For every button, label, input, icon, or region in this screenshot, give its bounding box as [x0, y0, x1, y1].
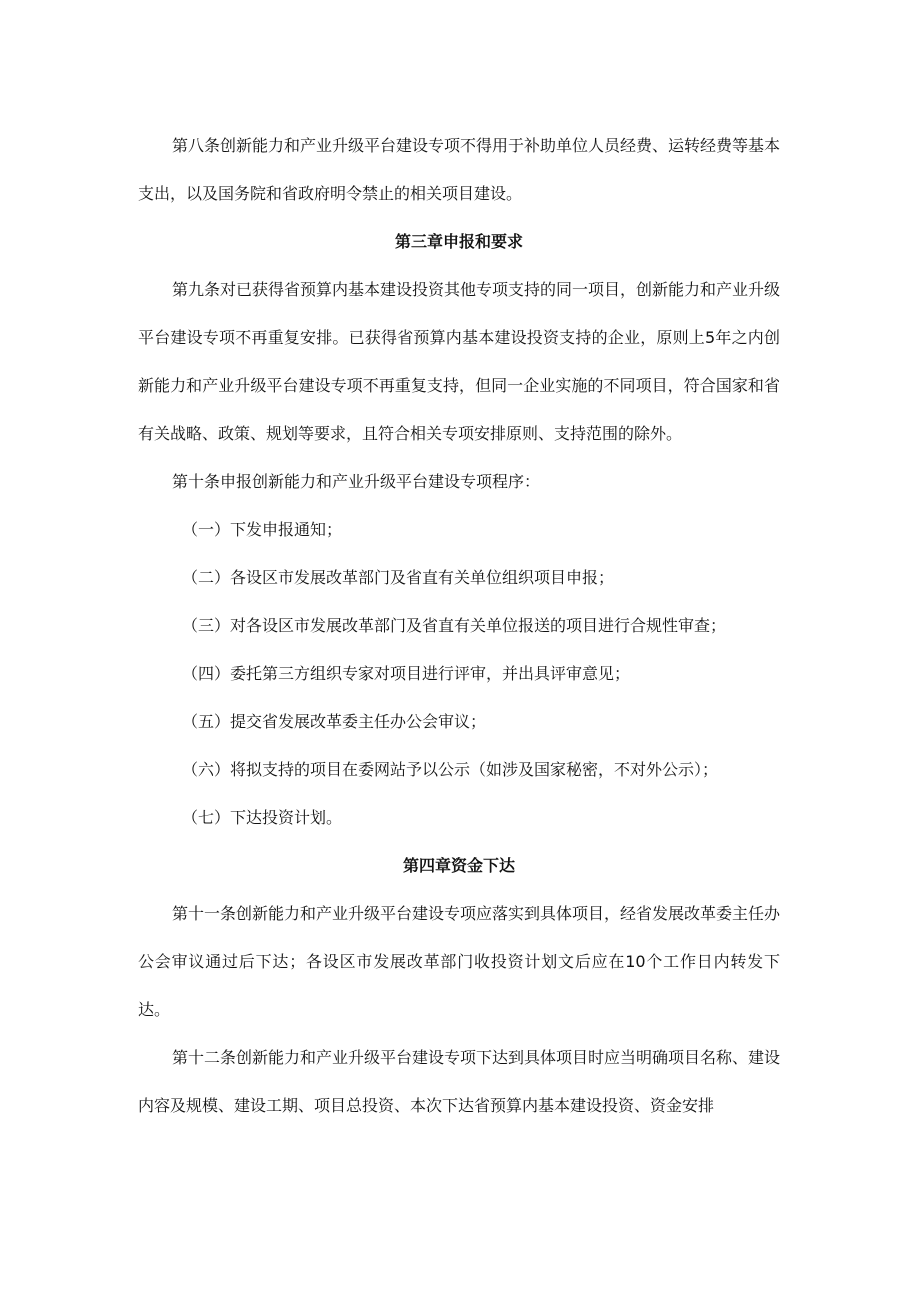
procedure-step-5: （五）提交省发展改革委主任办公会审议； [182, 712, 487, 731]
procedure-step-1: （一）下发申报通知； [182, 520, 343, 539]
article-9-paragraph: 第九条对已获得省预算内基本建设投资其他专项支持的同一项目，创新能力和产业升级平台建设专项不再重复安排。已获得省预算内基本建设投资支持的企业，原则上5年之内创新能力和产业升级平台建设专项不再重复支持，但同一企业实施的不同项目，符合国家和省有关战略、政策、规划等要求，且符合相关专项安排原则、支持范围的除外。 [138, 280, 781, 443]
article-10-paragraph: 第十条申报创新能力和产业升级平台建设专项程序： [172, 472, 541, 491]
procedure-step-3: （三）对各设区市发展改革部门及省直有关单位报送的项目进行合规性审查； [182, 616, 727, 635]
procedure-step-2: （二）各设区市发展改革部门及省直有关单位组织项目申报； [182, 568, 615, 587]
chapter-3-heading: 第三章申报和要求 [394, 232, 523, 251]
article-8-paragraph: 第八条创新能力和产业升级平台建设专项不得用于补助单位人员经费、运转经费等基本支出，以及国务院和省政府明令禁止的相关项目建设。 [138, 136, 781, 203]
procedure-step-4: （四）委托第三方组织专家对项目进行评审，并出具评审意见； [182, 664, 631, 683]
article-12-paragraph: 第十二条创新能力和产业升级平台建设专项下达到具体项目时应当明确项目名称、建设内容及规模、建设工期、项目总投资、本次下达省预算内基本建设投资、资金安排 [138, 1048, 781, 1115]
procedure-step-7: （七）下达投资计划。 [182, 808, 343, 827]
chapter-4-heading: 第四章资金下达 [402, 856, 515, 875]
article-11-paragraph: 第十一条创新能力和产业升级平台建设专项应落实到具体项目，经省发展改革委主任办公会审议通过后下达；各设区市发展改革部门收投资计划文后应在10个工作日内转发下达。 [138, 904, 781, 1019]
procedure-step-6: （六）将拟支持的项目在委网站予以公示（如涉及国家秘密，不对外公示）； [182, 760, 719, 779]
document-body [138, 122, 780, 1130]
